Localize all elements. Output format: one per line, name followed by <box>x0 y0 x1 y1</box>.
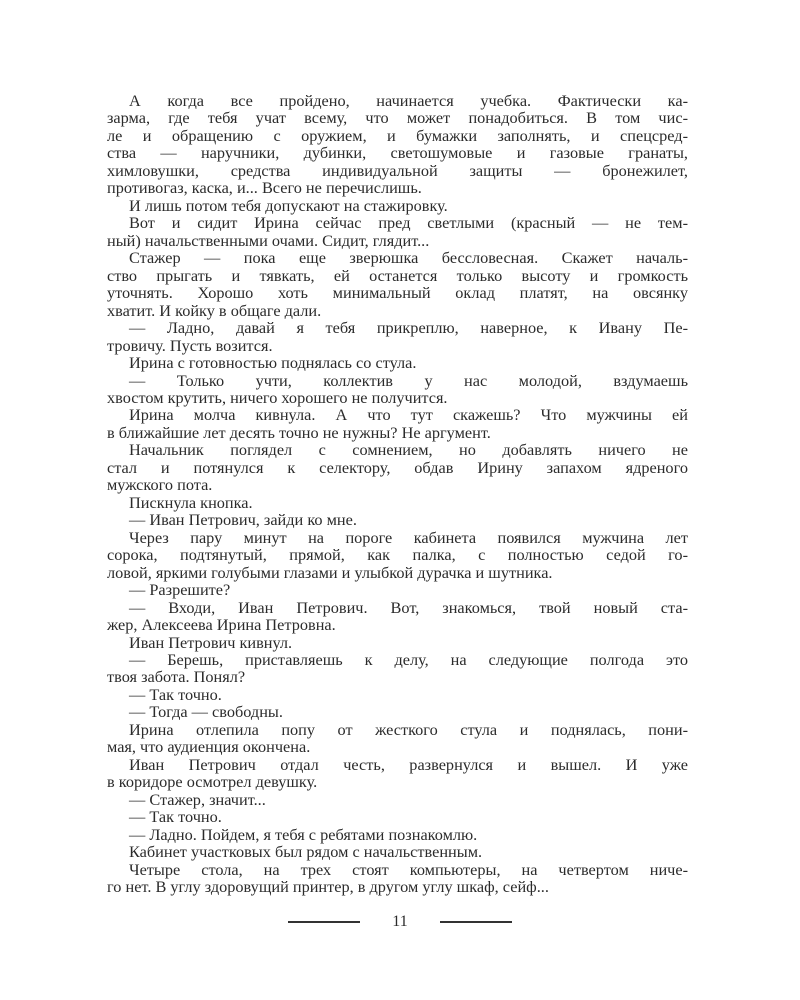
text-line: — Только учти, коллектив у нас молодой, вздумаешь <box>129 370 688 390</box>
text-line: жер, Алексеева Ирина Петровна. <box>107 615 336 635</box>
text-line: мужского пота. <box>107 475 213 495</box>
text-line: в ближайшие лет десять точно не нужны? Не аргумент. <box>107 422 491 442</box>
paragraph <box>107 511 688 528</box>
text-line: Четыре стола, на трех стоят компьютеры, на четвертом ниче- <box>129 859 688 879</box>
paragraph <box>107 529 688 581</box>
text-line: — Входи, Иван Петрович. Вот, знакомься, твой новый ста- <box>129 597 688 617</box>
text-line: хватит. И койку в общаге дали. <box>107 300 322 320</box>
footer-rule-left <box>288 921 360 923</box>
text-line: твоя забота. Понял? <box>107 667 246 687</box>
paragraph <box>107 808 688 825</box>
paragraph <box>107 319 688 354</box>
text-line: Пискнула кнопка. <box>129 492 253 512</box>
text-line: стал и потянулся к селектору, обдав Ирину запахом ядреного <box>107 457 688 477</box>
paragraph <box>107 721 688 756</box>
text-line: Иван Петрович кивнул. <box>129 632 293 652</box>
text-line: в коридоре осмотрел девушку. <box>107 772 318 792</box>
paragraph <box>107 634 688 651</box>
text-line: — Иван Петрович, зайди ко мне. <box>129 510 357 530</box>
text-line: хвостом крутить, ничего хорошего не получится. <box>107 387 448 407</box>
paragraph <box>107 441 688 493</box>
paragraph <box>107 651 688 686</box>
text-line: Иван Петрович отдал честь, развернулся и вышел. И уже <box>129 754 688 774</box>
text-line: — Стажер, значит... <box>129 789 266 809</box>
text-line: Ирина молча кивнула. А что тут скажешь? Что мужчины ей <box>129 405 688 425</box>
text-line: — Ладно, давай я тебя прикреплю, наверное, к Ивану Пе- <box>129 318 688 338</box>
paragraph <box>107 372 688 407</box>
text-line: сорока, подтянутый, прямой, как палка, с полностью седой го- <box>107 545 688 565</box>
text-line: Стажер — пока еще зверюшка бессловесная. Скажет началь- <box>129 248 688 268</box>
page-footer <box>0 910 800 934</box>
page-number: 11 <box>392 913 408 930</box>
text-line: Начальник поглядел с сомнением, но добавлять ничего не <box>129 440 688 460</box>
text-line: И лишь потом тебя допускают на стажировку. <box>129 195 448 215</box>
paragraph <box>107 354 688 371</box>
text-line: мая, что аудиенция окончена. <box>107 737 311 757</box>
text-line: — Так точно. <box>129 807 222 827</box>
text-line: А когда все пройдено, начинается учебка. Фактически ка- <box>129 91 688 110</box>
text-line: ный) начальственными очами. Сидит, глядит... <box>107 230 430 250</box>
text-line: Через пару минут на пороге кабинета появился мужчина лет <box>129 527 688 547</box>
body-text <box>107 92 688 896</box>
text-line: — Так точно. <box>129 684 222 704</box>
paragraph <box>107 581 688 598</box>
paragraph <box>107 214 688 249</box>
paragraph <box>107 843 688 860</box>
text-line: тровичу. Пусть возится. <box>107 335 273 355</box>
paragraph <box>107 599 688 634</box>
text-line: химловушки, средства индивидуальной защиты — бронежилет, <box>107 160 688 180</box>
text-line: ле и обращению с оружием, и бумажки заполнять, и спецсред- <box>107 125 688 145</box>
text-line: Вот и сидит Ирина сейчас пред светлыми (красный — не тем- <box>129 213 688 233</box>
paragraph <box>107 826 688 843</box>
text-line: — Берешь, приставляешь к делу, на следующие полгода это <box>129 650 688 669</box>
text-line: уточнять. Хорошо хоть минимальный оклад платят, на овсянку <box>107 283 688 303</box>
paragraph <box>107 861 688 896</box>
text-line: го нет. В углу здоровущий принтер, в другом углу шкаф, сейф... <box>107 877 549 897</box>
text-line: — Ладно. Пойдем, я тебя с ребятами познакомлю. <box>129 824 478 844</box>
text-line: Кабинет участковых был рядом с начальственным. <box>129 842 483 862</box>
text-line: противогаз, каска, и... Всего не перечислишь. <box>107 178 422 198</box>
footer-rule-right <box>440 921 512 923</box>
paragraph <box>107 494 688 511</box>
paragraph <box>107 249 688 319</box>
paragraph <box>107 406 688 441</box>
text-line: — Тогда — свободны. <box>129 702 283 722</box>
text-line: Ирина отлепила попу от жесткого стула и поднялась, пони- <box>129 719 688 739</box>
text-line: ства — наручники, дубинки, светошумовые и газовые гранаты, <box>107 143 688 163</box>
text-line: Ирина с готовностью поднялась со стула. <box>129 353 417 373</box>
text-line: ство прыгать и тявкать, ей останется только высоту и громкость <box>107 265 688 285</box>
text-line: — Разрешите? <box>129 580 231 600</box>
paragraph <box>107 791 688 808</box>
paragraph <box>107 703 688 720</box>
text-line: зарма, где тебя учат всему, что может понадобиться. В том чис- <box>107 108 688 128</box>
paragraph <box>107 686 688 703</box>
paragraph <box>107 756 688 791</box>
paragraph <box>107 92 688 197</box>
paragraph <box>107 197 688 214</box>
text-line: ловой, яркими голубыми глазами и улыбкой дурачка и шутника. <box>107 562 553 582</box>
